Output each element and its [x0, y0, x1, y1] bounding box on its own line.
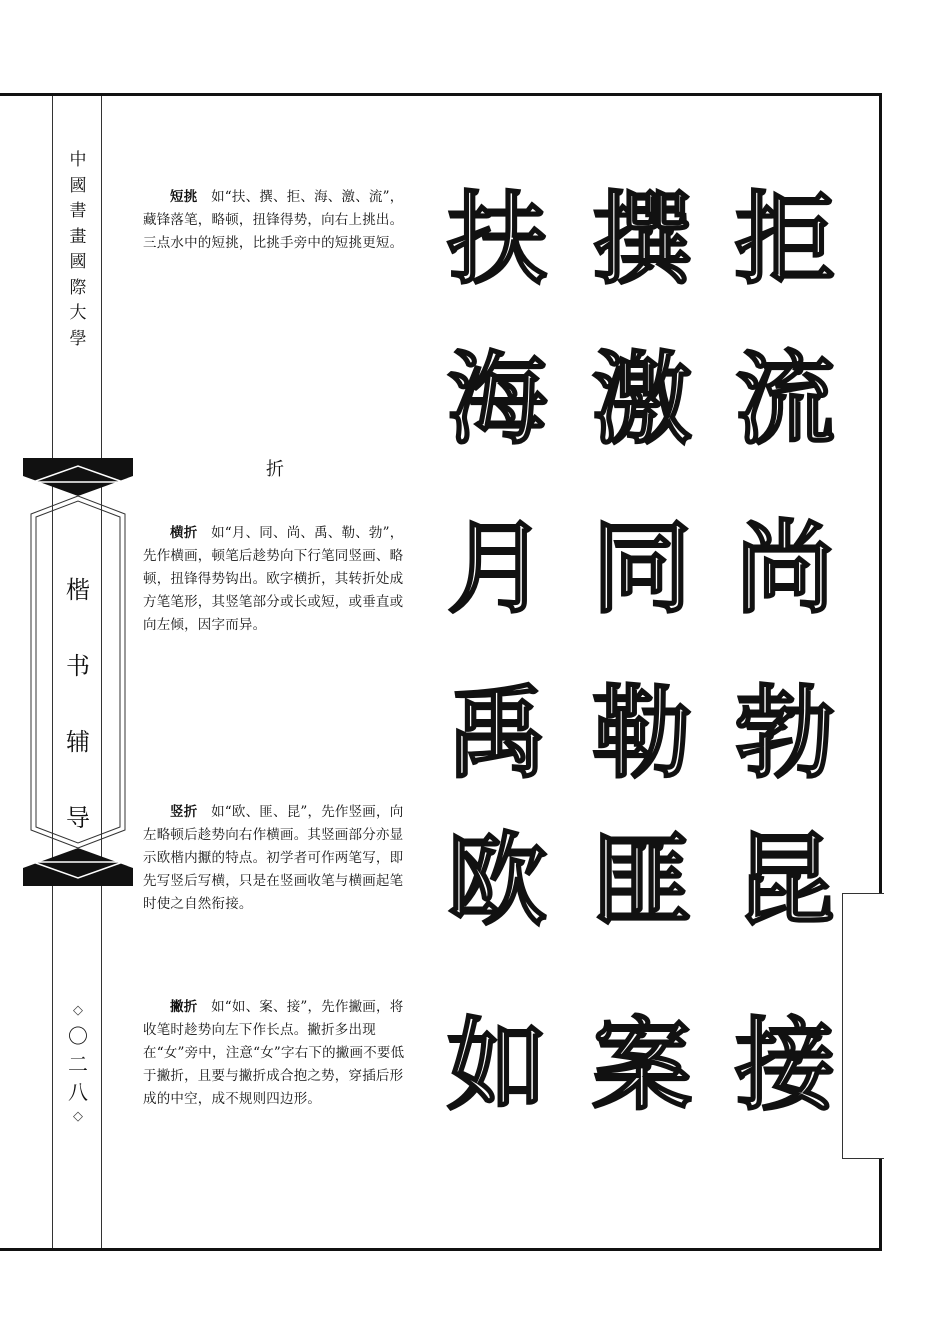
glyph-hai: 海	[447, 340, 547, 458]
glyph-jie: 接	[735, 1006, 835, 1124]
glyph-ou: 欧	[447, 821, 547, 939]
glyph-fei: 匪	[592, 821, 692, 939]
term-piezhe: 撇折	[170, 999, 198, 1015]
paragraph-piezhe	[143, 996, 415, 1111]
paragraph-hengzhe	[143, 522, 415, 637]
text-duantiao: 如“扶、撰、拒、海、激、流”，藏锋落笔，略顿，扭锋得势，向右上挑出。三点水中的短挑，比挑手旁中的短挑更短。	[143, 189, 404, 251]
diamond-top-icon: ◇	[73, 1003, 83, 1018]
glyph-yu: 禹	[447, 674, 547, 792]
section-title-zhe: 折	[266, 459, 284, 480]
university-name: 中國書畫國際大學	[69, 150, 87, 349]
term-duantiao: 短挑	[170, 189, 198, 205]
diamond-bottom-icon: ◇	[73, 1109, 83, 1124]
glyph-an: 案	[592, 1006, 692, 1124]
title-tab	[23, 496, 133, 848]
glyph-kun: 昆	[735, 821, 835, 939]
glyph-shang: 尚	[735, 509, 835, 627]
glyph-yue: 月	[447, 509, 547, 627]
divider-bar-bottom	[23, 881, 133, 886]
tab-top-ornament	[23, 462, 133, 496]
paragraph-shuzhe	[143, 801, 415, 916]
glyph-ju: 拒	[735, 180, 835, 298]
book-title: 楷书辅导	[66, 576, 90, 832]
glyph-liu: 流	[735, 340, 835, 458]
page-number: 〇二八	[68, 1024, 88, 1104]
glyph-bo: 勃	[735, 674, 835, 792]
glyph-fu: 扶	[447, 180, 547, 298]
glyph-tong: 同	[592, 509, 692, 627]
glyph-le: 勒	[592, 674, 692, 792]
text-piezhe: 如“如、案、接”，先作撇画，将收笔时趁势向左下作长点。撇折多出现在“女”旁中，注意“女”字右下的撇画不要低于撇折，且要与撇折成合抱之势，穿插后形成的中空，成不规则四边形。	[143, 999, 405, 1107]
sidebar	[52, 96, 102, 1248]
paragraph-duantiao	[143, 186, 415, 255]
text-hengzhe: 如“月、同、尚、禹、勒、勃”，先作横画，顿笔后趁势向下行笔同竖画、略顿，扭锋得势钩出。欧字横折，其转折处成方笔笔形，其竖笔部分或长或短，或垂直或向左倾，因字而异。	[143, 525, 404, 633]
text-shuzhe: 如“欧、匪、昆”，先作竖画，向左略顿后趁势向右作横画。其竖画部分亦显示欧楷内擫的特点。初学者可作两笔写，即先写竖后写横，只是在竖画收笔与横画起笔时使之自然衔接。	[143, 804, 404, 912]
term-hengzhe: 横折	[170, 525, 198, 541]
glyph-ru: 如	[447, 1006, 547, 1124]
tab-bottom-ornament	[23, 848, 133, 882]
page-number-block	[53, 1000, 103, 1128]
glyph-zhuan: 撰	[592, 180, 692, 298]
term-shuzhe: 竖折	[170, 804, 198, 820]
glyph-ji: 激	[592, 340, 692, 458]
